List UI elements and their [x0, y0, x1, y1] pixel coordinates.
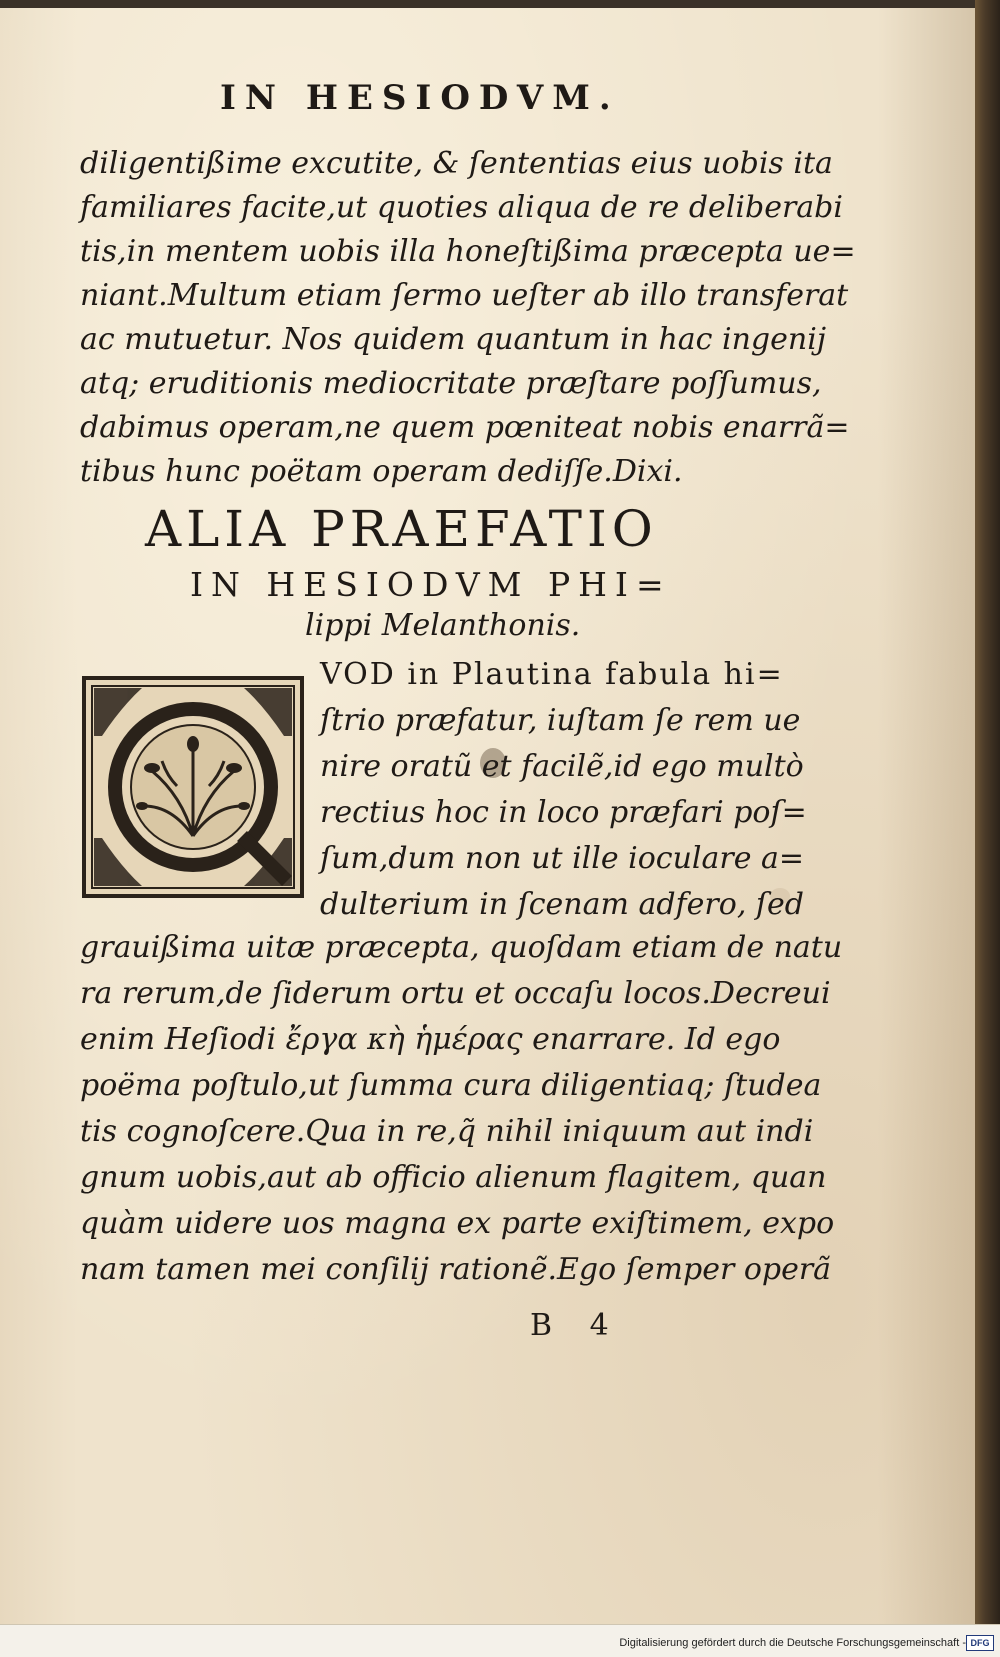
text-line: ſtrio præfatur, iuſtam ſe rem ue	[320, 703, 801, 738]
text-line: ac mutuetur. Nos quidem quantum in hac ingenij	[80, 322, 827, 357]
text-line: tis,in mentem uobis illa honeſtißima præcepta ue=	[80, 234, 856, 269]
funding-note: Digitalisierung gefördert durch die Deutsche Forschungsgemeinschaft -	[619, 1637, 966, 1649]
text-line: ra rerum,de ſiderum ortu et occaſu locos.Decreui	[80, 976, 831, 1011]
text-line: VOD in Plautina fabula hi=	[320, 657, 784, 692]
woodcut-initial-icon	[82, 676, 304, 898]
text-line: nam tamen mei conſilij rationẽ.Ego ſemper operã	[80, 1252, 832, 1287]
body-text-top	[80, 142, 856, 494]
text-line: familiares facite,ut quoties aliqua de re deliberabi	[80, 190, 843, 225]
text-line: poëma poſtulo,ut ſumma cura diligentiaq; ſtudea	[80, 1068, 822, 1103]
text-line: quàm uidere uos magna ex parte exiſtimem, expo	[80, 1206, 835, 1241]
text-line: ſum,dum non ut ille ioculare a=	[320, 841, 805, 876]
text-line: dulterium in ſcenam adfero, ſed	[320, 887, 804, 922]
section-heading: ALIA PRAEFATIO	[145, 500, 658, 558]
text-line: tibus hunc poëtam operam dediſſe.Dixi.	[80, 454, 683, 489]
text-line: diligentißime excutite, & ſententias eius uobis ita	[80, 146, 833, 181]
text-line: dabimus operam,ne quem pœniteat nobis enarrã=	[80, 410, 850, 445]
text-line: enim Heſiodi ἔργα κὴ ἡμέρας enarrare. Id ego	[80, 1022, 781, 1057]
running-head: IN HESIODVM.	[220, 78, 620, 118]
text-line: niant.Multum etiam ſermo ueſter ab illo transferat	[80, 278, 849, 313]
book-edge	[975, 0, 1000, 1656]
section-author: lippi Melanthonis.	[305, 608, 581, 643]
text-line: atq; eruditionis mediocritate præſtare poſſumus,	[80, 366, 822, 401]
dfg-logo: DFG	[966, 1635, 994, 1651]
intro-text	[320, 652, 807, 928]
text-line: rectius hoc in loco præfari poſ=	[320, 795, 807, 830]
signature-mark: B 4	[530, 1308, 623, 1343]
body-text-lower	[80, 925, 843, 1293]
text-line: grauißima uitæ præcepta, quoſdam etiam de natu	[80, 930, 843, 965]
text-line: tis cognoſcere.Qua in re,q̃ nihil iniquum aut indi	[80, 1114, 814, 1149]
section-subheading: IN HESIODVM PHI=	[190, 565, 672, 604]
text-line: gnum uobis,aut ab officio alienum flagitem, quan	[80, 1160, 827, 1195]
text-line: nire oratũ et facilẽ,id ego multò	[320, 749, 804, 784]
decorated-initial-q	[82, 676, 304, 898]
